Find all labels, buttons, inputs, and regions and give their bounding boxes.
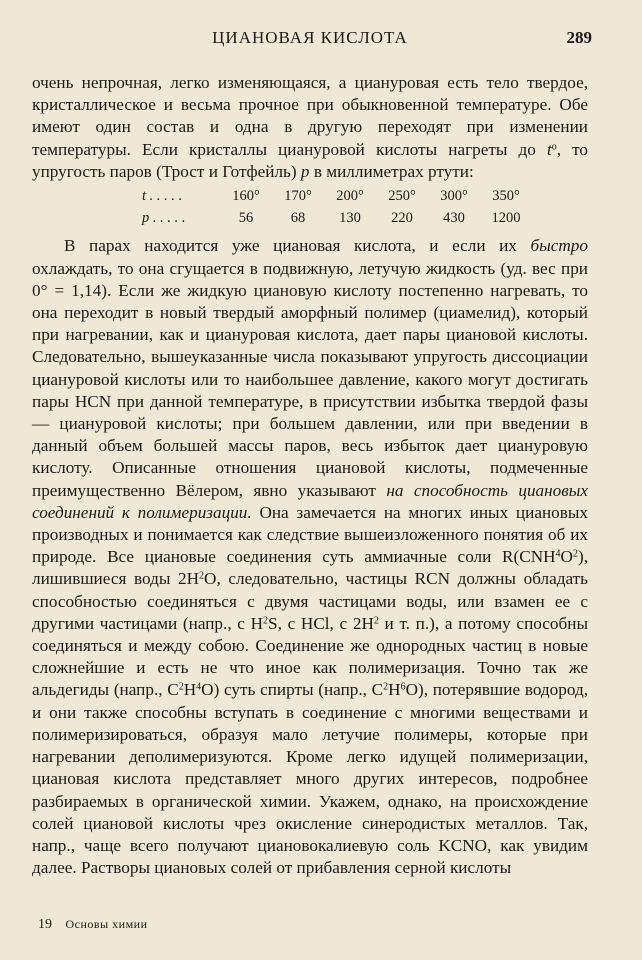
t-label: t . . . . . [142, 188, 183, 205]
p-label: p . . . . . [142, 210, 186, 227]
vapor-pressure-table [142, 185, 588, 229]
t-value: 200° [336, 188, 364, 205]
t-value: 350° [492, 188, 520, 205]
t-value: 160° [232, 188, 260, 205]
p-value: 130 [339, 210, 361, 227]
table-row [142, 207, 532, 229]
t-value: 300° [440, 188, 468, 205]
p-value: 68 [290, 210, 306, 227]
signature-number: 19 [38, 917, 52, 932]
t-value: 170° [284, 188, 312, 205]
signature-text: Основы химии [65, 917, 148, 931]
table-row [142, 185, 532, 207]
t-value: 250° [388, 188, 416, 205]
p-value: 430 [443, 210, 465, 227]
p-value: 1200 [491, 210, 521, 227]
body-text [32, 72, 588, 879]
signature-footer [38, 917, 148, 933]
paragraph-continued: очень непрочная, легко изменяющаяся, а циануровая есть тело твердое, кристаллическое и весьма прочное при обыкновенной температуре. Обе имеют один состав и одна в другую переходят при изменении температуры. Если кристаллы циануровой кислоты нагреты до $t^o$, то упругость паров (Трост и Готфейль) p в миллиметрах ртути: [32, 73, 588, 181]
p-value: 220 [391, 210, 413, 227]
page-header [28, 28, 592, 54]
page-number: 289 [566, 28, 592, 47]
paragraph-main: В парах находится уже циановая кислота, и если их быстро охлаждать, то она сгущается в подвижную, летучую жидкость (уд. вес при 0° = 1,14). Если же жидкую циановую кислоту постепенно нагревать, то она переходит в новый твердый аморфный полимер (циамелид), который при нагревании, как и циануровая кислота, дает пары циановой кислоты. Следовательно, вышеуказанные числа показывают упругость диссоциации циануровой кислоты или то наибольшее давление, какого могут достигать пары HCN при данной температуре, в присутствии избытка твердой фазы — циануровой кислоты; при большем давлении, или при введении в данный объем большей массы паров, весь избыток дает циануровую кислоту. Описанные отношения циановой кислоты, подмеченные преимущественно Вёлером, явно указывают на способность циановых соединений к полимеризации. Она замечается на многих иных циановых производных и понимается как следствие вышеизложенного понятия об их природе. Все циановые соединения суть аммиачные соли $R(CNH^4O^2)$, лишившиеся воды $2H^2O$, следовательно, частицы RCN должны обладать способностью соединяться с двумя частицами воды, или взамен ее с другими частицами (напр., с $H^2S$, с HCl, с $2H^2$ и т. п.), а потому способны соединяться и между собою. Соединение же однородных частиц в новые сложнейшие и есть не что иное как полимеризация. Точно так же альдегиды (напр., $C^2H^4O$) суть спирты (напр., $C^2H^6O$), потерявшие водород, и они также способны вступать в соединение с многими веществами и полимеризироваться, образуя мало летучие полимеры, которые при нагревании деполимеризуются. Кроме легко идущей полимеризации, циановая кислота представляет много других интересов, подробнее разбираемых в органической химии. Укажем, однако, на происхождение солей циановой кислоты чрез окисление синеродистых металлов. Так, напр., чаще всего получают циановокалиевую соль KCNO, как увидим далее. Растворы циановых солей от прибавления серной кислоты [32, 236, 589, 878]
p-value: 56 [238, 210, 254, 227]
running-title: ЦИАНОВАЯ КИСЛОТА [212, 28, 408, 47]
